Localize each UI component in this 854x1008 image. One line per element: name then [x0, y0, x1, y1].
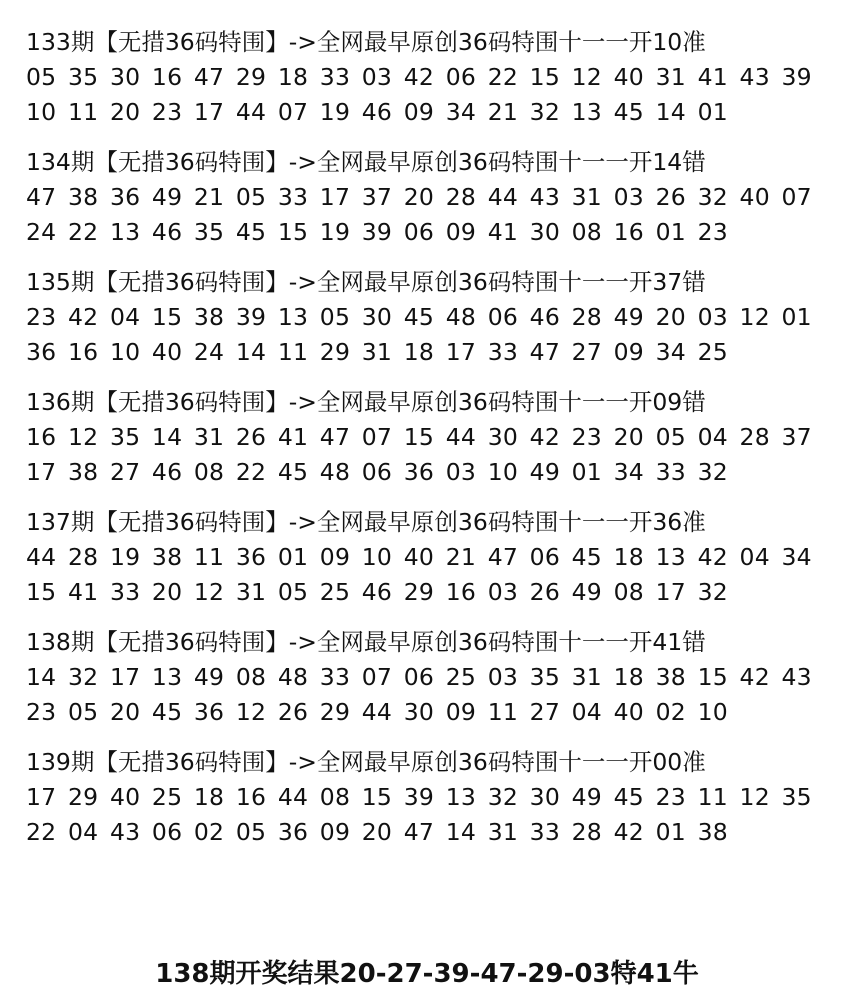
entry-135 [26, 265, 836, 370]
number-row: 47 38 36 49 21 05 33 17 37 20 28 44 43 31 03 26 32 40 07 [26, 183, 812, 211]
entry-138 [26, 625, 836, 730]
prediction-list [26, 25, 836, 865]
number-row: 05 35 30 16 47 29 18 33 03 42 06 22 15 12 40 31 41 43 39 [26, 63, 812, 91]
number-row: 44 28 19 38 11 36 01 09 10 40 21 47 06 45 18 13 42 04 34 [26, 543, 812, 571]
draw-result: 138期开奖结果20-27-39-47-29-03特41牛 [155, 959, 699, 989]
entry-139 [26, 745, 836, 850]
entry-header: 137期【无措36码特围】->全网最早原创36码特围十一一开36准 [26, 508, 706, 536]
number-row: 16 12 35 14 31 26 41 47 07 15 44 30 42 23 20 05 04 28 37 [26, 423, 812, 451]
number-row: 14 32 17 13 49 08 48 33 07 06 25 03 35 31 18 38 15 42 43 [26, 663, 812, 691]
number-row: 17 38 27 46 08 22 45 48 06 36 03 10 49 01 34 33 32 [26, 458, 728, 486]
entry-header: 134期【无措36码特围】->全网最早原创36码特围十一一开14错 [26, 148, 706, 176]
number-row: 23 42 04 15 38 39 13 05 30 45 48 06 46 28 49 20 03 12 01 [26, 303, 812, 331]
entry-header: 135期【无措36码特围】->全网最早原创36码特围十一一开37错 [26, 268, 706, 296]
number-row: 24 22 13 46 35 45 15 19 39 06 09 41 30 08 16 01 23 [26, 218, 728, 246]
number-row: 17 29 40 25 18 16 44 08 15 39 13 32 30 49 45 23 11 12 35 [26, 783, 812, 811]
entry-137 [26, 505, 836, 610]
number-row: 23 05 20 45 36 12 26 29 44 30 09 11 27 04 40 02 10 [26, 698, 728, 726]
entry-header: 136期【无措36码特围】->全网最早原创36码特围十一一开09错 [26, 388, 706, 416]
entry-header: 138期【无措36码特围】->全网最早原创36码特围十一一开41错 [26, 628, 706, 656]
number-row: 36 16 10 40 24 14 11 29 31 18 17 33 47 27 09 34 25 [26, 338, 728, 366]
entry-header: 139期【无措36码特围】->全网最早原创36码特围十一一开00准 [26, 748, 706, 776]
number-row: 22 04 43 06 02 05 36 09 20 47 14 31 33 28 42 01 38 [26, 818, 728, 846]
entry-136 [26, 385, 836, 490]
entry-133 [26, 25, 836, 130]
number-row: 10 11 20 23 17 44 07 19 46 09 34 21 32 13 45 14 01 [26, 98, 728, 126]
entry-header: 133期【无措36码特围】->全网最早原创36码特围十一一开10准 [26, 28, 706, 56]
entry-134 [26, 145, 836, 250]
number-row: 15 41 33 20 12 31 05 25 46 29 16 03 26 49 08 17 32 [26, 578, 728, 606]
